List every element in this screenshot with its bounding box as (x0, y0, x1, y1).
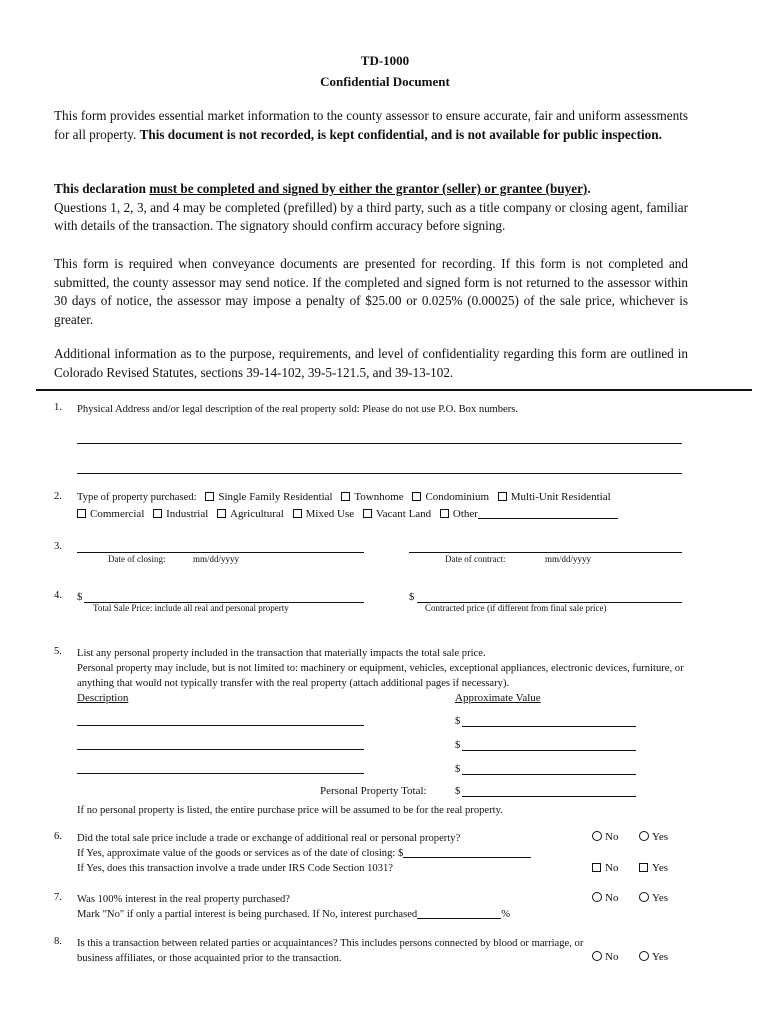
q5-line-2: Personal property may include, but is not limited to: machinery or equipment, vehicles, exceptional appliances, electronic devices, furniture, or anything that would not typically transfer with the real property (attach additional pages if necessary). (77, 663, 684, 689)
q5-note: If no personal property is listed, the entire purchase price will be assumed to be for the real property. (77, 805, 503, 816)
personal-property-total-line[interactable] (462, 796, 636, 797)
contracted-price-dollar: $ (409, 592, 415, 603)
intro-p1-bold: This document is not recorded, is kept confidential, and is not available for public inspection. (139, 126, 662, 142)
q2-number: 2. (54, 491, 62, 502)
value-dollar-3: $ (455, 764, 461, 775)
q7-yes-radio[interactable] (639, 892, 649, 902)
checkbox-commercial[interactable] (77, 509, 86, 518)
q6-line-2 (77, 846, 531, 861)
q2-label: Type of property purchased: (77, 492, 197, 503)
q6-line-2-text: If Yes, approximate value of the goods or services as of the date of closing: $ (77, 848, 404, 859)
other-input-line[interactable] (478, 507, 618, 519)
q7-no-option (592, 892, 618, 904)
q8-number: 8. (54, 936, 62, 947)
q6b-no-checkbox[interactable] (592, 863, 601, 872)
total-sale-price-label: Total Sale Price: include all real and personal property (93, 603, 289, 613)
col-approximate-value: Approximate Value (455, 692, 541, 704)
q6b-no-label: No (605, 862, 619, 874)
q1-text: Physical Address and/or legal description of the real property sold: Please do not use P.O. Box numbers. (77, 404, 519, 415)
checkbox-agricultural[interactable] (217, 509, 226, 518)
q8-no-option (592, 951, 618, 963)
q6b-no-option (592, 862, 618, 874)
personal-property-desc-1[interactable] (77, 725, 364, 726)
value-dollar-1: $ (455, 716, 461, 727)
q1-address-line-2[interactable] (77, 473, 682, 474)
q6-line-1: Did the total sale price include a trade or exchange of additional real or personal property? (77, 833, 461, 844)
q7-percent: % (501, 909, 511, 920)
q8-no-label: No (605, 951, 619, 963)
q7-no-radio[interactable] (592, 892, 602, 902)
personal-property-desc-2[interactable] (77, 749, 364, 750)
q2-row-2 (71, 507, 618, 520)
q6-no-radio[interactable] (592, 831, 602, 841)
intro-paragraph-1 (54, 107, 688, 144)
q5-number: 5. (54, 646, 62, 657)
personal-property-value-1[interactable] (462, 726, 636, 727)
form-id: TD-1000 (360, 53, 410, 68)
closing-date-format: mm/dd/yyyy (193, 554, 240, 564)
checkbox-condominium[interactable] (412, 492, 421, 501)
q7-line-1: Was 100% interest in the real property purchased? (77, 894, 291, 905)
q8-yes-label: Yes (652, 951, 669, 963)
option-multi-unit: Multi-Unit Residential (510, 491, 611, 503)
q4-number: 4. (54, 590, 62, 601)
option-mixed-use: Mixed Use (305, 508, 355, 520)
intro-p2-end: . (587, 181, 591, 196)
intro-paragraph-3: This form is required when conveyance documents are presented for recording. If this form is not completed and submitted, the county assessor may send notice. If the completed and signed form is not returned to the assessor within 30 days of notice, the assessor may impose a penalty of $25.00 or 0.025% (0.00025) of the sale price, whichever is greater. (54, 256, 688, 327)
q6-line-3: If Yes, does this transaction involve a trade under IRS Code Section 1031? (77, 863, 393, 874)
option-condominium: Condominium (425, 491, 490, 503)
contracted-price-label: Contracted price (if different from final sale price) (425, 603, 607, 613)
q6b-yes-label: Yes (652, 862, 669, 874)
q8-yes-radio[interactable] (639, 951, 649, 961)
checkbox-other[interactable] (440, 509, 449, 518)
q5-line-1: List any personal property included in the transaction that materially impacts the total sale price. (77, 648, 486, 659)
intro-p2-underline: must be completed and signed by either the grantor (seller) or grantee (buyer) (149, 181, 588, 196)
q6b-yes-checkbox[interactable] (639, 863, 648, 872)
q7-number: 7. (54, 892, 62, 903)
contract-date-label: Date of contract: (445, 554, 506, 564)
q6b-yes-option (639, 862, 668, 874)
intro-p2-lead: This declaration (54, 181, 150, 196)
intro-p2-rest: Questions 1, 2, 3, and 4 may be completed (prefilled) by a third party, such as a title company or closing agent, familiar with details of the transaction. The signatory should confirm accuracy before signing. (54, 199, 688, 233)
q7-line-2 (77, 907, 510, 922)
q6-no-option (592, 831, 618, 843)
intro-p1-text: This form provides essential market information to the county assessor to ensure accurate, fair and uniform assessments for all property. (54, 108, 688, 142)
q3-number: 3. (54, 541, 62, 552)
option-commercial: Commercial (90, 508, 145, 520)
contract-date-line[interactable] (409, 552, 682, 553)
form-subtitle: Confidential Document (320, 74, 450, 89)
q7-yes-option (639, 892, 668, 904)
closing-date-label: Date of closing: (108, 554, 166, 564)
checkbox-townhome[interactable] (341, 492, 350, 501)
option-vacant-land: Vacant Land (375, 508, 432, 520)
q8-no-radio[interactable] (592, 951, 602, 961)
personal-property-desc-3[interactable] (77, 773, 364, 774)
intro-paragraph-2 (54, 180, 688, 236)
q7-yes-label: Yes (652, 892, 669, 904)
checkbox-mixed-use[interactable] (293, 509, 302, 518)
intro-paragraph-4: Additional information as to the purpose, requirements, and level of confidentiality regarding this form are outlined in Colorado Revised Statutes, sections 39-14-102, 39-5-121.5, and 39-13-102. (54, 346, 688, 380)
q7-interest-line[interactable] (417, 907, 501, 919)
q2-row-1 (77, 491, 611, 503)
total-price-dollar: $ (77, 592, 83, 603)
q6-yes-radio[interactable] (639, 831, 649, 841)
section-divider (36, 389, 752, 391)
q7-line-2-text: Mark "No" if only a partial interest is being purchased. If No, interest purchased (77, 909, 418, 920)
option-townhome: Townhome (354, 491, 404, 503)
q6-no-label: No (605, 831, 619, 843)
personal-property-value-3[interactable] (462, 774, 636, 775)
value-dollar-total: $ (455, 786, 461, 797)
checkbox-multi-unit[interactable] (498, 492, 507, 501)
q8-yes-option (639, 951, 668, 963)
contract-date-format: mm/dd/yyyy (545, 554, 592, 564)
checkbox-vacant-land[interactable] (363, 509, 372, 518)
q1-address-line-1[interactable] (77, 443, 682, 444)
option-other: Other (452, 508, 478, 520)
q8-line-2: business affiliates, or those acquainted prior to the transaction. (77, 953, 342, 964)
closing-date-line[interactable] (77, 552, 364, 553)
option-single-family: Single Family Residential (218, 491, 333, 503)
checkbox-single-family[interactable] (205, 492, 214, 501)
personal-property-total-label: Personal Property Total: (320, 785, 427, 797)
q7-no-label: No (605, 892, 619, 904)
q6-number: 6. (54, 831, 62, 842)
value-dollar-2: $ (455, 740, 461, 751)
q6-yes-label: Yes (652, 831, 669, 843)
q6-yes-option (639, 831, 668, 843)
col-description: Description (77, 692, 129, 704)
personal-property-value-2[interactable] (462, 750, 636, 751)
option-agricultural: Agricultural (230, 508, 284, 520)
q1-number: 1. (54, 402, 62, 413)
q8-line-1: Is this a transaction between related parties or acquaintances? This includes persons connected by blood or marriage, or (77, 938, 584, 949)
q6-trade-value-line[interactable] (403, 846, 531, 858)
option-industrial: Industrial (166, 508, 209, 520)
checkbox-industrial[interactable] (153, 509, 162, 518)
